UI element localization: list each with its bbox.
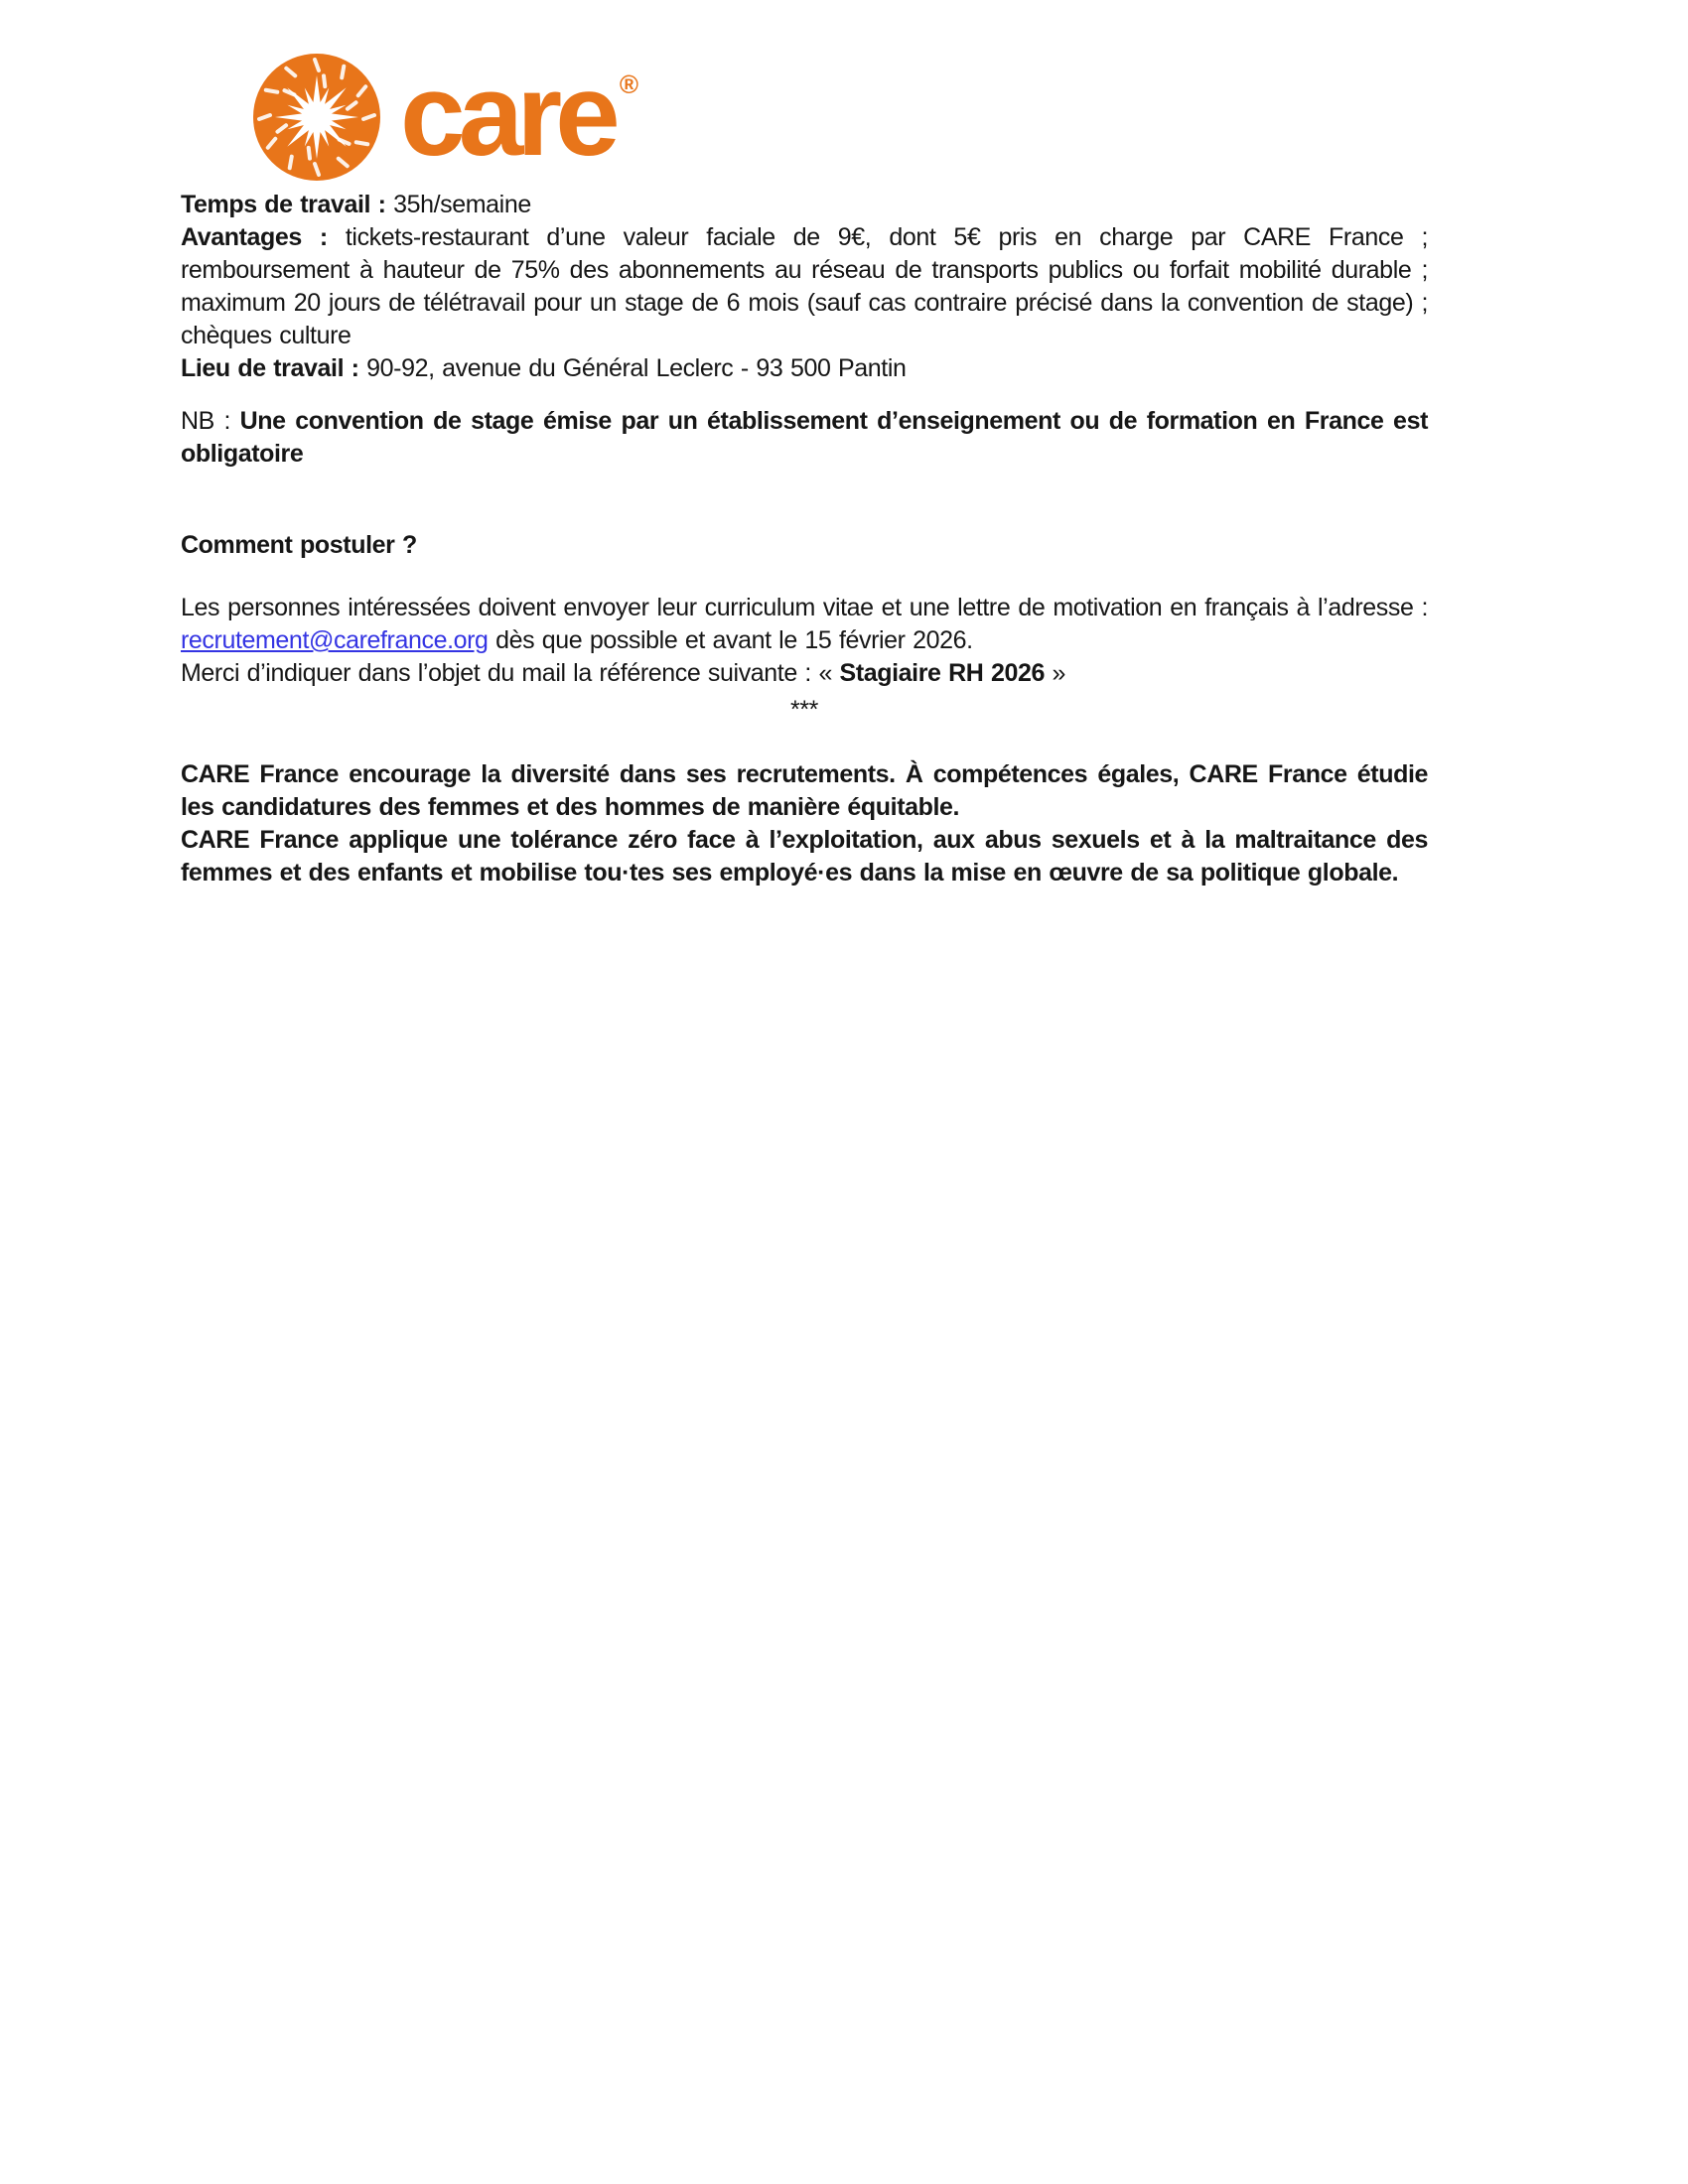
benefits-value: tickets-restaurant d’une valeur faciale de 9€, dont 5€ pris en charge par CARE France ; remboursement à hauteur de 75% des abonnements au réseau de transports publics ou forfait mobilité durable ; maximum 20 jours de télétravail pour un stage de 6 mois (sauf cas contraire précisé dans la convention de stage) ; chèques culture	[181, 223, 1429, 349]
reference-line	[181, 657, 1428, 690]
care-wordmark: care	[400, 50, 614, 181]
apply-instructions-pre: Les personnes intéressées doivent envoyer leur curriculum vitae et une lettre de motivation en français à l’adresse :	[181, 594, 1428, 621]
care-logo-globe-icon	[251, 52, 382, 183]
benefits-paragraph	[181, 221, 1428, 352]
how-to-apply-heading: Comment postuler ?	[181, 531, 417, 559]
email-link[interactable]: recrutement@carefrance.org	[181, 626, 489, 654]
location-value: 90-92, avenue du Général Leclerc - 93 500 Pantin	[366, 354, 907, 382]
reference-pre: Merci d’indiquer dans l’objet du mail la référence suivante : «	[181, 659, 840, 687]
work-time-value: 35h/semaine	[393, 191, 531, 218]
section-separator: ***	[790, 696, 818, 724]
nb-paragraph	[181, 405, 1428, 471]
work-time-label: Temps de travail :	[181, 191, 386, 218]
equal-opportunity-paragraph: CARE France encourage la diversité dans ses recrutements. À compétences égales, CARE France étudie les candidatures des femmes et des hommes de manière équitable.	[181, 760, 1428, 821]
document-body	[181, 189, 1428, 889]
work-time-line	[181, 189, 1428, 221]
location-label: Lieu de travail :	[181, 354, 359, 382]
care-logo	[251, 52, 638, 183]
registered-trademark-icon: ®	[619, 69, 638, 99]
benefits-label: Avantages :	[181, 223, 328, 251]
reference-code: Stagiaire RH 2026	[839, 659, 1045, 687]
location-line	[181, 352, 1428, 385]
nb-value: Une convention de stage émise par un établissement d’enseignement ou de formation en France est obligatoire	[181, 407, 1428, 468]
safeguarding-paragraph: CARE France applique une tolérance zéro face à l’exploitation, aux abus sexuels et à la maltraitance des femmes et des enfants et mobilise tou·tes ses employé·es dans la mise en œuvre de sa politique globale.	[181, 826, 1428, 887]
nb-label: NB :	[181, 407, 231, 435]
apply-instructions	[181, 592, 1428, 657]
apply-instructions-post: dès que possible et avant le 15 février 2026.	[488, 626, 973, 654]
reference-post: »	[1044, 659, 1066, 687]
